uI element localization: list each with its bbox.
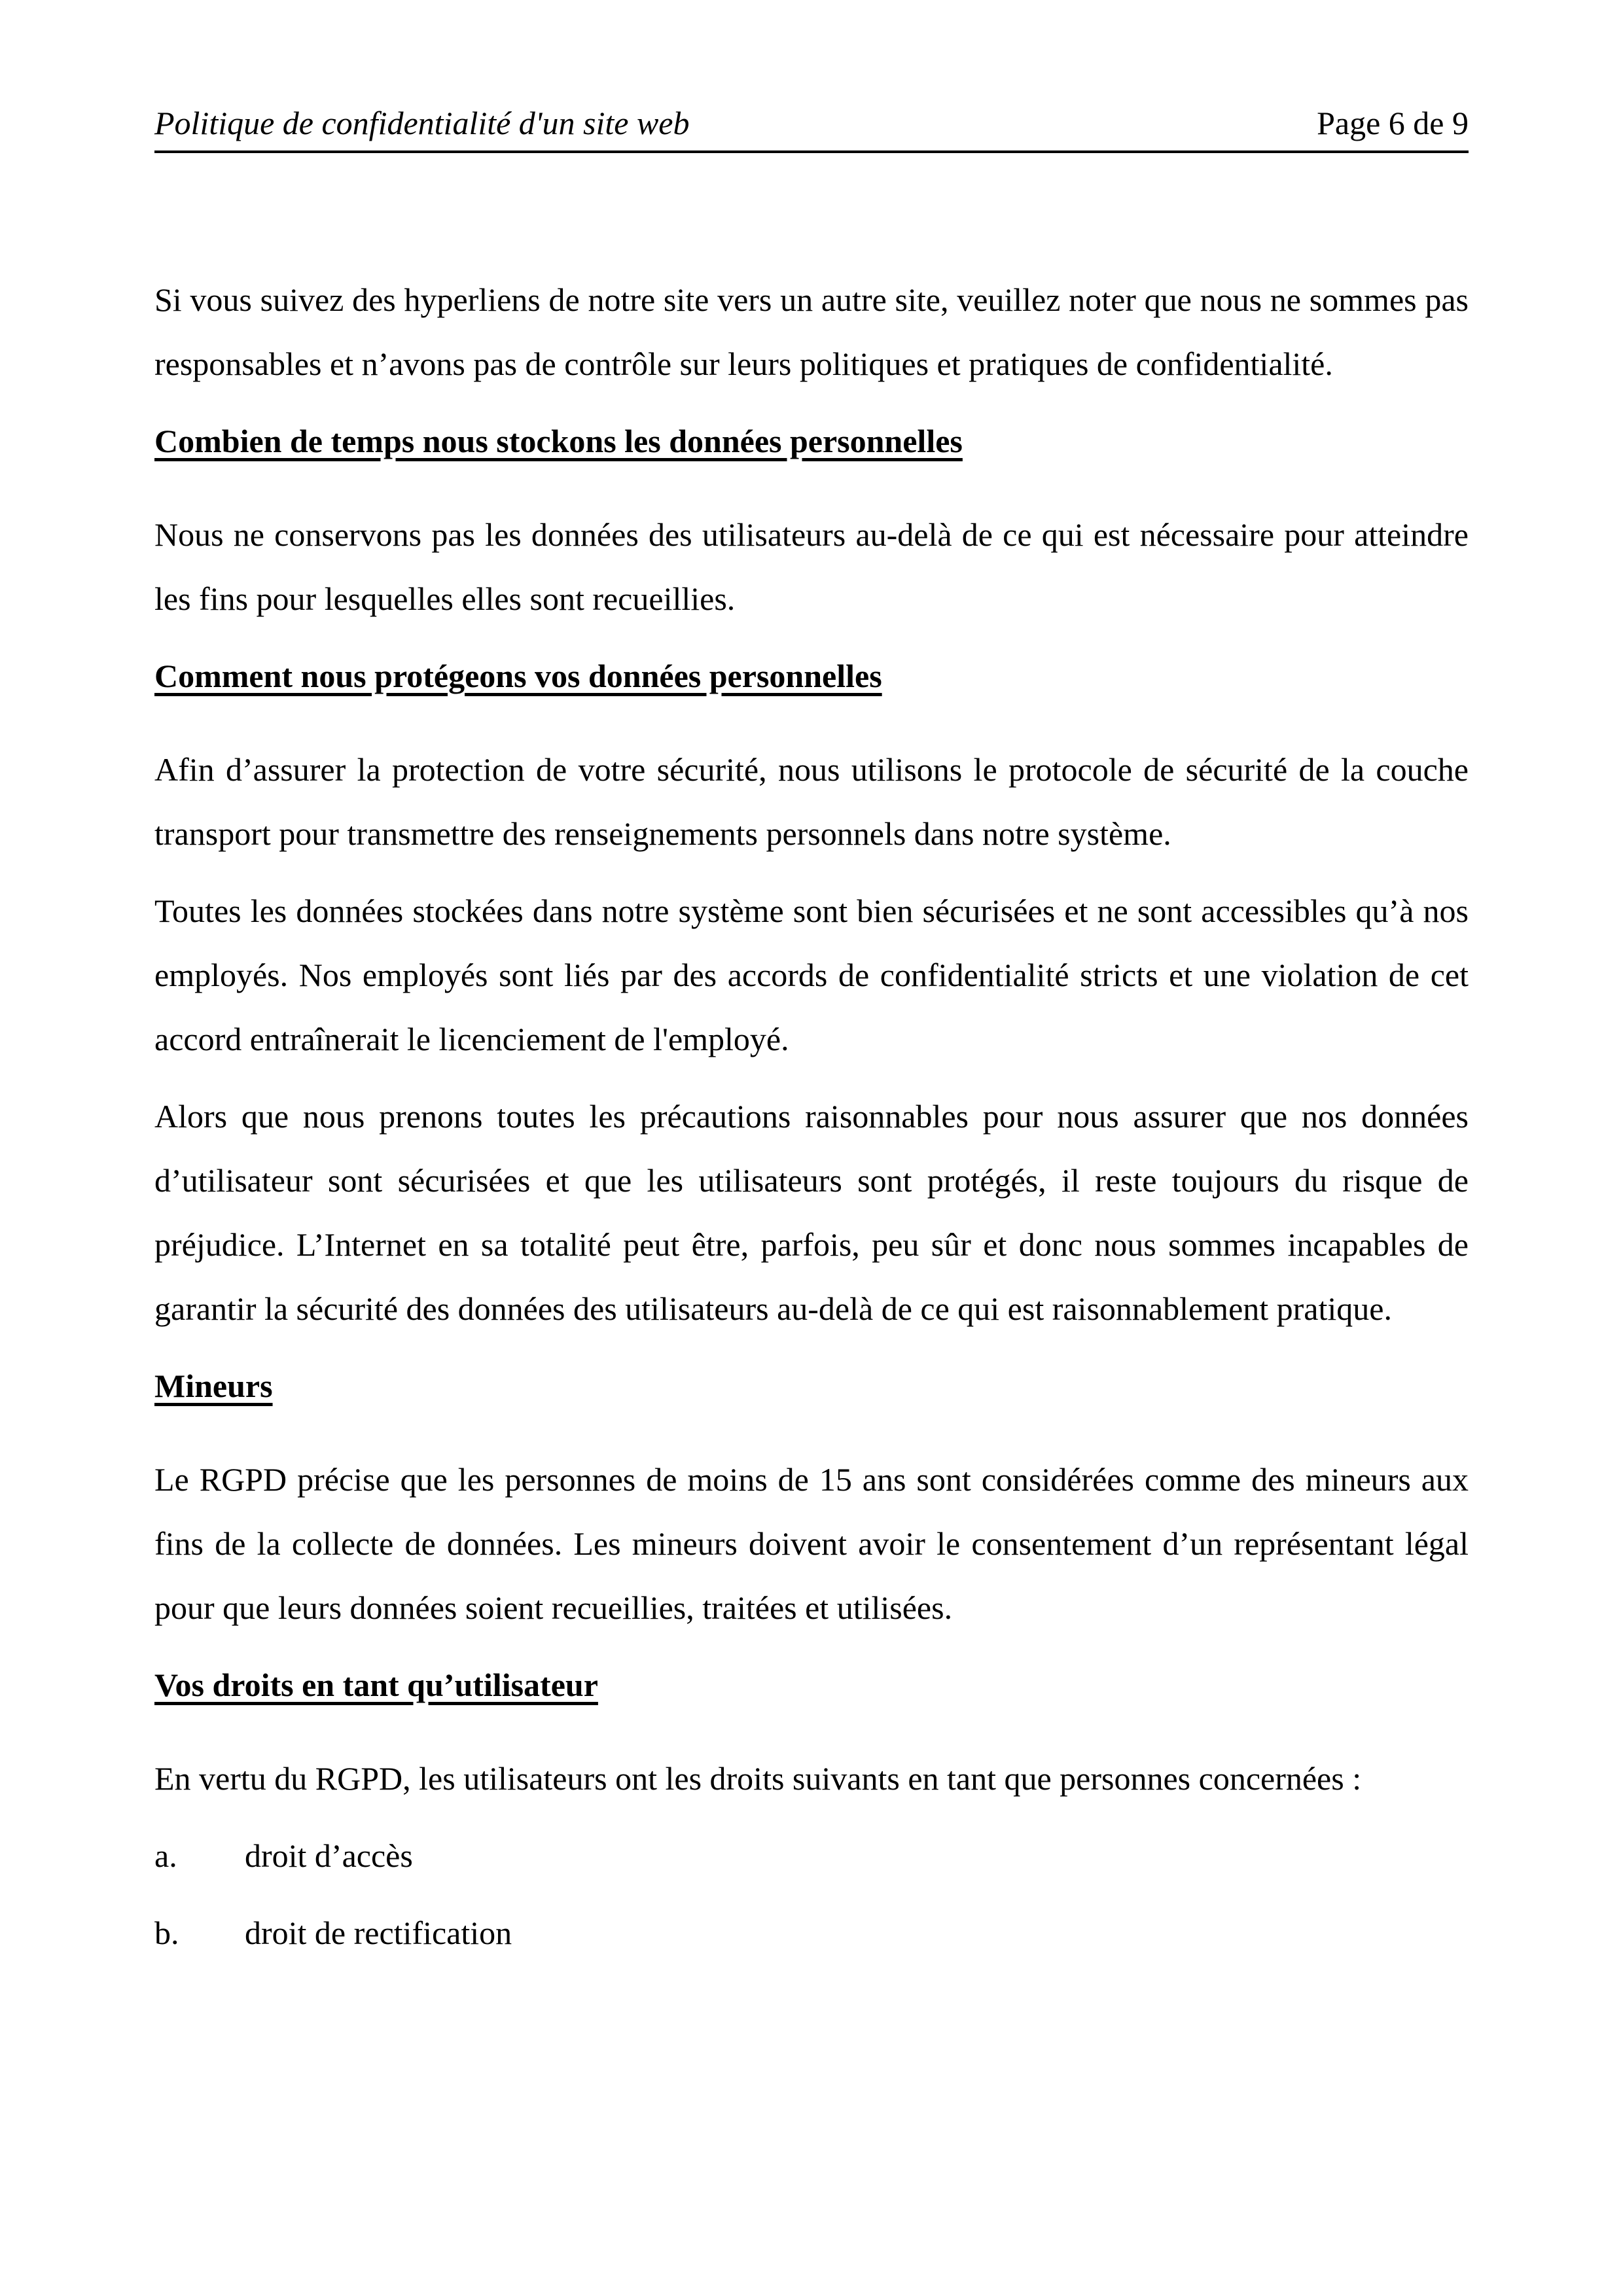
list-item-marker: a. [154, 1837, 177, 1874]
section-heading: Combien de temps nous stockons les données personnelles [154, 423, 963, 459]
body-paragraph: En vertu du RGPD, les utilisateurs ont les droits suivants en tant que personnes concernées : [154, 1760, 1362, 1797]
body-paragraph: Nous ne conservons pas les données des utilisateurs au-delà de ce qui est nécessaire pour atteindre les fins pour lesquelles elles sont recueillies. [154, 516, 1469, 617]
body-paragraph: Le RGPD précise que les personnes de moins de 15 ans sont considérées comme des mineurs aux fins de la collecte de données. Les mineurs doivent avoir le consentement d’un représentant légal pour que leurs données soient recueillies, traitées et utilisées. [154, 1461, 1469, 1626]
list-item [154, 1824, 1469, 1888]
list-item-text: droit d’accès [245, 1837, 413, 1874]
body-paragraph: Si vous suivez des hyperliens de notre site vers un autre site, veuillez noter que nous ne sommes pas responsables et n’avons pas de contrôle sur leurs politiques et pratiques de confidentialité. [154, 281, 1469, 382]
document-header [154, 103, 1469, 153]
section-heading: Mineurs [154, 1368, 273, 1404]
list-item-text: droit de rectification [245, 1915, 512, 1951]
section-heading: Vos droits en tant qu’utilisateur [154, 1667, 598, 1703]
list-item [154, 1901, 1469, 1965]
section-heading: Comment nous protégeons vos données personnelles [154, 658, 882, 694]
page-number: Page 6 de 9 [1317, 105, 1469, 141]
header-title: Politique de confidentialité d'un site web [154, 105, 690, 141]
body-paragraph: Alors que nous prenons toutes les précautions raisonnables pour nous assurer que nos données d’utilisateur sont sécurisées et que les utilisateurs sont protégés, il reste toujours du risque de préjudice. L’Internet en sa totalité peut être, parfois, peu sûr et donc nous sommes incapables de garantir la sécurité des données des utilisateurs au-delà de ce qui est raisonnablement pratique. [154, 1098, 1469, 1327]
body-paragraph: Toutes les données stockées dans notre système sont bien sécurisées et ne sont accessibles qu’à nos employés. Nos employés sont liés par des accords de confidentialité stricts et une violation de cet accord entraînerait le licenciement de l'employé. [154, 892, 1469, 1057]
list-item-marker: b. [154, 1915, 179, 1951]
body-paragraph: Afin d’assurer la protection de votre sécurité, nous utilisons le protocole de sécurité de la couche transport pour transmettre des renseignements personnels dans notre système. [154, 751, 1469, 852]
